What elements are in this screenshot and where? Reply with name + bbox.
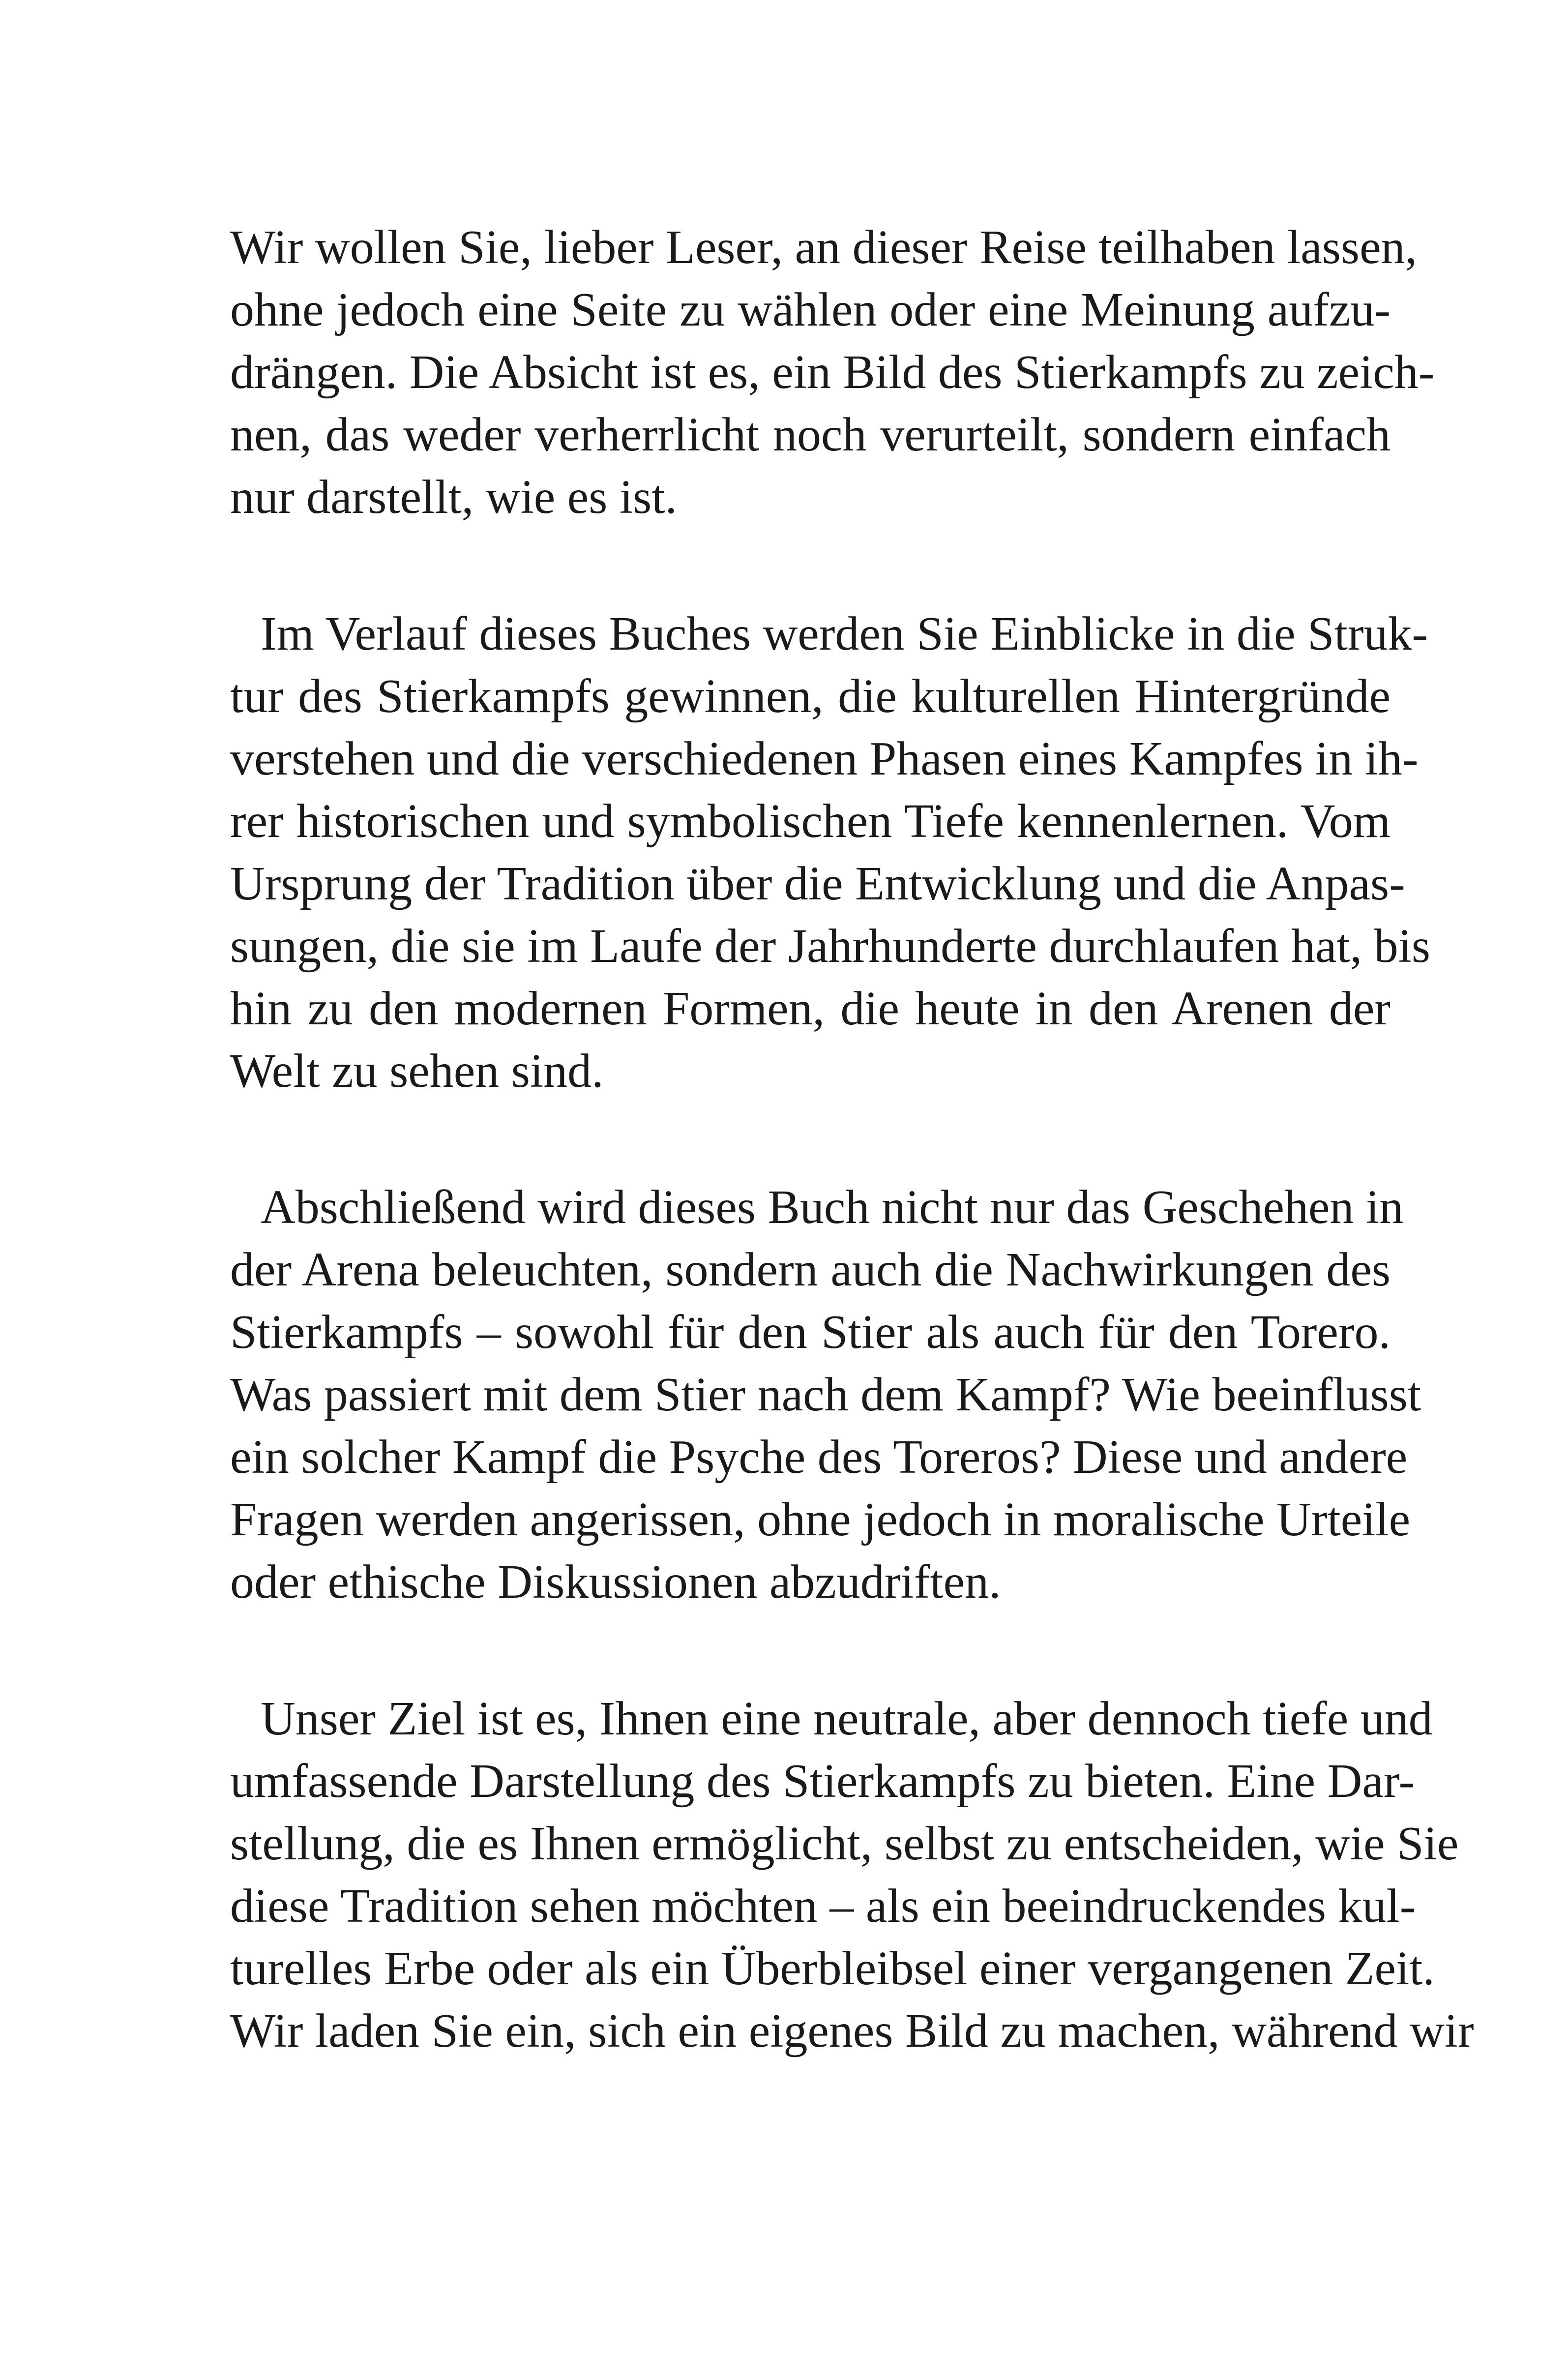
paragraph-4 bbox=[230, 1688, 1474, 2062]
text-line: turelles Erbe oder als ein Überbleibsel einer vergangenen Zeit. bbox=[230, 1942, 1435, 1995]
text-line: Fragen werden angerissen, ohne jedoch in moralische Urteile bbox=[230, 1493, 1411, 1546]
text-line: ein solcher Kampf die Psyche des Toreros? Diese und andere bbox=[230, 1431, 1408, 1484]
text-line: sungen, die sie im Laufe der Jahrhunderte durchlaufen hat, bis bbox=[230, 920, 1431, 973]
text-line: ohne jedoch eine Seite zu wählen oder eine Meinung aufzu- bbox=[230, 283, 1390, 336]
text-line: Im Verlauf dieses Buches werden Sie Einblicke in die Struk- bbox=[261, 607, 1428, 660]
text-line: stellung, die es Ihnen ermöglicht, selbst zu entscheiden, wie Sie bbox=[230, 1817, 1459, 1870]
text-line: Welt zu sehen sind. bbox=[230, 1045, 604, 1098]
text-line: Stierkampfs – sowohl für den Stier als auch für den Torero. bbox=[230, 1306, 1390, 1359]
text-line: Unser Ziel ist es, Ihnen eine neutrale, aber dennoch tiefe und bbox=[261, 1692, 1433, 1745]
text-line: umfassende Darstellung des Stierkampfs zu bieten. Eine Dar- bbox=[230, 1755, 1415, 1808]
text-line: hin zu den modernen Formen, die heute in den Arenen der bbox=[230, 982, 1390, 1035]
text-line: drängen. Die Absicht ist es, ein Bild des Stierkampfs zu zeich- bbox=[230, 346, 1435, 399]
text-line: Wir laden Sie ein, sich ein eigenes Bild zu machen, während wir bbox=[230, 2004, 1474, 2058]
text-line: Ursprung der Tradition über die Entwicklung und die Anpas- bbox=[230, 857, 1405, 910]
text-line: rer historischen und symbolischen Tiefe kennenlernen. Vom bbox=[230, 795, 1390, 848]
text-line: tur des Stierkampfs gewinnen, die kulturellen Hintergründe bbox=[230, 670, 1390, 723]
paragraph-1 bbox=[230, 216, 1435, 529]
text-line: Abschließend wird dieses Buch nicht nur das Geschehen in bbox=[261, 1181, 1404, 1234]
text-line: verstehen und die verschiedenen Phasen eines Kampfes in ih- bbox=[230, 732, 1419, 785]
paragraph-2 bbox=[230, 603, 1431, 1103]
text-line: Was passiert mit dem Stier nach dem Kampf? Wie beeinflusst bbox=[230, 1368, 1421, 1421]
text-line: Wir wollen Sie, lieber Leser, an dieser Reise teilhaben lassen, bbox=[230, 221, 1418, 274]
text-line: nur darstellt, wie es ist. bbox=[230, 471, 678, 524]
text-line: oder ethische Diskussionen abzudriften. bbox=[230, 1555, 1001, 1609]
text-line: nen, das weder verherrlicht noch verurteilt, sondern einfach bbox=[230, 408, 1390, 461]
paragraph-3 bbox=[230, 1176, 1421, 1613]
text-line: der Arena beleuchten, sondern auch die Nachwirkungen des bbox=[230, 1243, 1390, 1296]
text-line: diese Tradition sehen möchten – als ein beeindruckendes kul- bbox=[230, 1880, 1416, 1933]
